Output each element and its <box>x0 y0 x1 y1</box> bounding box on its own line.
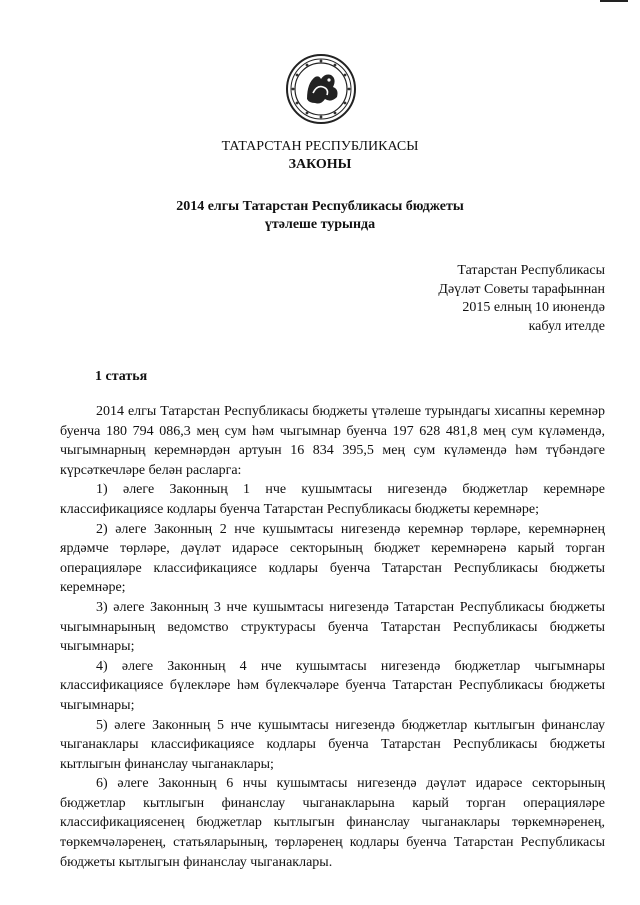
scan-edge-mark <box>600 0 628 2</box>
article-label: 1 статья <box>95 369 148 384</box>
law-title-line-2: үтәлеше турында <box>264 217 376 232</box>
adoption-line-3: 2015 елның 10 июнендә <box>462 300 605 315</box>
article-intro: 2014 елгы Татарстан Республикасы бюджеты үтәлеше турындагы хисапны керемнәр буенча 180 794 086,3 мең сум һәм чыгымнар буенча 197 628 481,8 мең сум күләмендә, чыгымнарның керемнәрдән артуын 16 834 395,5 мең сум күләмендә һәм түбәндәге күрсәткечләре белән расларга: <box>60 404 605 478</box>
article-item: 1) әлеге Законның 1 нче кушымтасы нигезендә бюджетлар керемнәре классификациясе кодлары буенча Татарстан Республикасы бюджеты керемнәре; <box>60 482 605 517</box>
article-item: 2) әлеге Законның 2 нче кушымтасы нигезендә керемнәр төрләре, керемнәрнең ярдәмче төрләре, дәүләт идарәсе секторының бюджет керемнәренә карый торган операцияләре классификациясе кодлары буенча Татарстан Республикасы бюджеты керемнәре; <box>60 521 605 596</box>
article-item: 3) әлеге Законның 3 нче кушымтасы нигезендә Татарстан Республикасы бюджеты чыгымнарының ведомство структурасы буенча Татарстан Республикасы бюджеты чыгымнары; <box>60 599 605 655</box>
adoption-line-4: кабул ителде <box>528 318 605 334</box>
document-type: ЗАКОНЫ <box>288 157 352 172</box>
adoption-line-2: Дәүләт Советы тарафыннан <box>438 281 605 297</box>
article-item: 6) әлеге Законның 6 нчы кушымтасы нигезендә дәүләт идарәсе секторының бюджетлар кытлыгын финанслау чыганакларына карый торган операцияләре классификациясенең бюджетлар кытлыгын финанслау чыганаклары төркемнәренең, төркемчәләренең, статьяларының, төрләренең кодлары буенча Татарстан Республикасы бюджеты кытлыгын финанслау чыганаклары. <box>60 776 605 870</box>
state-name: ТАТАРСТАН РЕСПУБЛИКАСЫ <box>221 139 419 154</box>
coat-of-arms-emblem <box>285 53 357 125</box>
article-item: 5) әлеге Законның 5 нче кушымтасы нигезендә бюджетлар кытлыгын финанслау чыганаклары классификациясе кодлары буенча Татарстан Республикасы бюджеты кытлыгын финанслау чыганаклары; <box>60 717 605 772</box>
adoption-line-1: Татарстан Республикасы <box>457 263 605 278</box>
law-title-line-1: 2014 елгы Татарстан Республикасы бюджеты <box>176 199 464 214</box>
article-item: 4) әлеге Законның 4 нче кушымтасы нигезендә бюджетлар чыгымнары классификациясе бүлекләре һәм бүлекчәләре буенча Татарстан Республикасы бюджеты чыгымнары; <box>60 658 605 713</box>
adoption-block <box>438 262 605 336</box>
article-body <box>60 402 605 872</box>
